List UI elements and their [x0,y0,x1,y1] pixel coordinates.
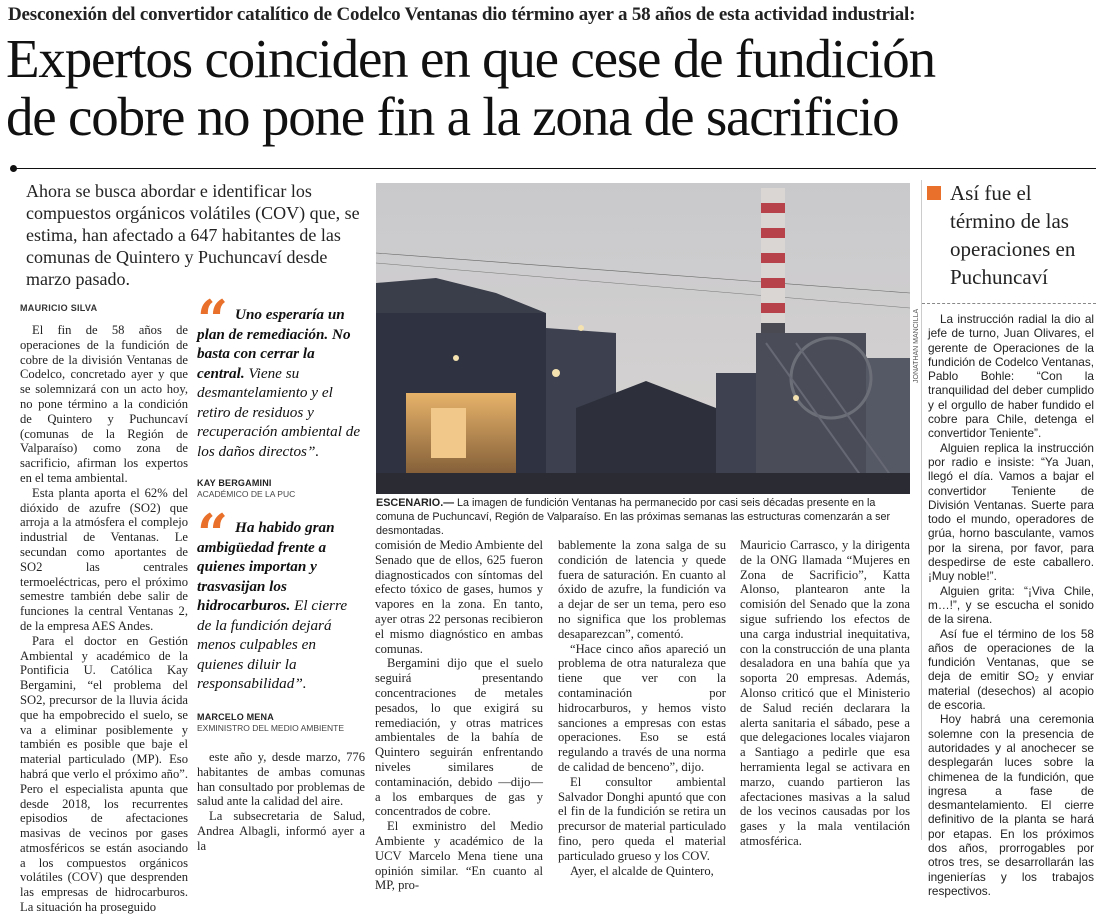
quote-bold: Uno esperaría un plan de remediación. No basta con cerrar la central. [197,306,351,382]
paragraph: “Hace cinco años apareció un problema de otra naturaleza que tiene que ver con la contaminación por hidrocarburos, y hemos visto sanciones a empresas con estas operaciones. Eso se está regulando a través de una norma de calidad de benceno”, dijo. [558,641,726,774]
quote-italic: Viene su desmantelamiento y el retiro de residuos y recuperación ambiental de los daños directos”. [197,364,361,460]
quote-author-role: ACADÉMICO DE LA PUC [197,489,296,499]
sidebar-divider [921,180,922,840]
sidebar-rule [922,303,1096,304]
paragraph: Así fue el término de los 58 años de operaciones de la fundición Ventanas, que se deja de emitir SO₂ y enviar material (desechos) al acopio de escoria. [928,626,1094,713]
sidebar-body [928,312,1094,898]
paragraph: Bergamini dijo que el suelo seguirá presentando concentraciones de metales pesados, lo que exigirá su remediación, y otras matrices ambientales de la bahía de Quintero seguirán enfrentando niveles similares de contaminación, debido —dijo— a los embarques de gas y concentrados de cobre. [375,656,543,819]
paragraph: comisión de Medio Ambiente del Senado que de ellos, 625 fueron diagnosticados con síntomas del efecto tóxico de gases, humos y vapores en la zona. En tanto, ayer otras 22 personas recibieron el mismo diagnóstico en ambas comunas. [375,538,543,656]
column-1 [20,323,188,915]
column-3 [375,538,543,893]
caption-label: ESCENARIO.— [376,497,454,509]
paragraph: El fin de 58 años de operaciones de la fundición de cobre de la división Ventanas de Codelco, concretado ayer y que se solemnizará con un acto hoy, no pone término a la condición de Quintero y Puchuncaví (comunas de la Región de Valparaíso) como zona de sacrificio, afirman los expertos en el tema ambiental. [20,323,188,485]
photo-credit: JONATHAN MANCILLA [913,308,920,383]
paragraph: Mauricio Carrasco, y la dirigenta de la ONG llamada “Mujeres en Zona de Sacrificio”, Katta Alonso, plantearon ante la comisión del Senado que la zona sigue sufriendo los efectos de una carga industrial inequitativa, con la construcción de una planta desaladora en una bahía que ya soporta 20 empresas. Además, Alonso criticó que el Ministerio de Salud recién declarara la alerta sanitaria el sábado, pese a que delegaciones locales viajaron a Santiago a pedirle que esa herramienta legal se activara en marzo, cuando partieron las afectaciones masivas a la salud de los vecinos causadas por los gases y la mala ventilación atmosférica. [740,538,910,848]
column-4 [558,538,726,878]
column-2 [197,750,365,854]
paragraph: Alguien replica la instrucción por radio e insiste: “Ya Juan, llegó el día. Vamos a bajar el convertidor Teniente de División Ventanas. Suerte para todo el mundo, operadores de grúa, horno basculante, vamos por la sirena, por favor, para despedirse de este caballero. ¡Muy noble!”. [928,440,1094,584]
pull-quote-2 [197,518,365,694]
orange-square-icon [927,186,941,200]
lede: Ahora se busca abordar e identificar los compuestos orgánicos volátiles (COV) que, se estima, han afectado a 647 habitantes de las comunas de Quintero y Puchuncaví desde marzo pasado. [26,181,360,289]
quote-mark-icon: “ [197,288,229,352]
quote-author-name: MARCELO MENA [197,712,274,722]
paragraph: La subsecretaria de Salud, Andrea Albagli, informó ayer a la [197,809,365,853]
quote-bold: Ha habido gran ambigüedad frente a quienes importan y trasvasijan los hidrocarburos. [197,519,335,614]
quote-author-name: KAY BERGAMINI [197,478,272,488]
column-5 [740,538,910,849]
paragraph: Hoy habrá una ceremonia solemne con la presencia de autoridades y al anochecer se desplegarán luces sobre la chimenea de la fundición, que ingresa a fase de desmantelamiento. El cierre definitivo de la planta se hará por etapas. En los próximos dos años, prorrogables por otros tres, se desarrollarán las ingenierías y los trabajos respectivos. [928,712,1094,898]
quote-author-role: EXMINISTRO DEL MEDIO AMBIENTE [197,723,345,733]
paragraph: este año y, desde marzo, 776 habitantes de ambas comunas han consultado por problemas de salud ante la calidad del aire. [197,750,365,809]
paragraph: Ayer, el alcalde de Quintero, [570,863,714,878]
paragraph: El exministro del Medio Ambiente y académico de la UCV Marcelo Mena tiene una opinión similar. “En cuanto al MP, pro- [375,819,543,893]
kicker: Desconexión del convertidor catalítico de Codelco Ventanas dio término ayer a 58 años de esta actividad industrial: [8,4,916,25]
paragraph: El consultor ambiental Salvador Donghi apuntó que con el fin de la fundición se retira un precursor de material particulado fino, pero queda el material particulado grueso y los COV. [558,774,726,863]
pull-quote-1 [197,305,365,461]
horizontal-rule [14,168,1096,169]
paragraph: Alguien grita: “¡Viva Chile, m…!”, y se escucha el sonido de la sirena. [928,583,1094,627]
headline-line-1: Expertos coinciden en que cese de fundición [6,28,935,89]
photo-caption [376,496,911,538]
caption-text: La imagen de fundición Ventanas ha permanecido por casi seis décadas presente en la comuna de Puchuncaví, Región de Valparaíso. En las próximas semanas las estructuras comenzarán a ser desmontadas. [376,497,891,537]
photo-smelter [376,183,910,494]
paragraph: bablemente la zona salga de su condición de latencia y quede fuera de saturación. En cuanto al óxido de azufre, la fundición va a dejar de ser un tema, pero eso no significa que los problemas desaparezcan”, comentó. [558,538,726,641]
headline-line-2: de cobre no pone fin a la zona de sacrificio [6,86,899,147]
headline [6,30,1096,146]
paragraph: La instrucción radial la dio al jefe de turno, Juan Olivares, el gerente de Operaciones de la fundición de Codelco Ventanas, Pablo Bohle: “Con la tranquilidad del deber cumplido y el orgullo de haber fundido el cobre para Chile, detenga el convertidor Teniente”. [928,312,1094,441]
quote-mark-icon: “ [197,502,229,566]
sidebar-title: Así fue el término de las operaciones en Puchuncaví [950,181,1076,289]
byline: MAURICIO SILVA [20,303,98,313]
paragraph: Para el doctor en Gestión Ambiental y académico de la Pontificia U. Católica Kay Bergamini, “el problema del SO2, precursor de la lluvia ácida que ha empobrecido el suelo, se va a eliminar posiblemente y también es posible que baje el material particulado (MP). Eso habrá que verlo el próximo año”. Pero el especialista apunta que desde 2018, los recurrentes episodios de afectaciones masivas de vecinos por gases atmosféricos se están asociando a los compuestos orgánicos volátiles (COV) que desprenden las empresas de hidrocarburos. La situación ha proseguido [20,633,188,915]
paragraph: Esta planta aporta el 62% del dióxido de azufre (SO2) que arroja a la atmósfera el complejo industrial de Ventanas. Le secundan como aportantes de SO2 las centrales termoeléctricas, pero el próximo semestre también debe salir de funciones la central Ventanas 2, de la empresa AES Andes. [20,485,188,633]
quote-italic: El cierre de la fundición dejará menos culpables en quienes diluir la responsabilidad”. [197,597,348,692]
